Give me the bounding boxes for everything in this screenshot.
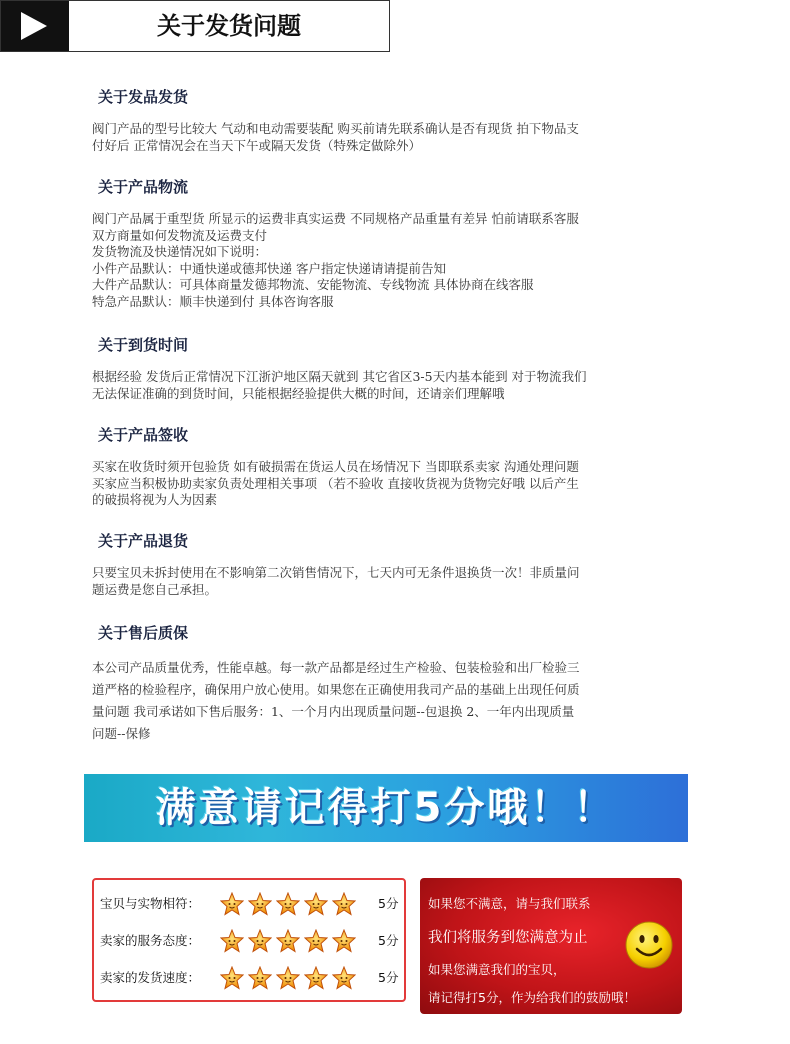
section-line: 根据经验 发货后正常情况下江浙沪地区隔天就到 其它省区3-5天内基本能到 对于物流我们 bbox=[92, 369, 587, 384]
section-title: 关于产品签收 bbox=[98, 426, 189, 444]
star-icon bbox=[220, 892, 244, 916]
promo-line-3: 如果您满意我们的宝贝， bbox=[428, 962, 566, 977]
section-body bbox=[92, 565, 702, 598]
section-body bbox=[92, 369, 702, 402]
section-line: 无法保证准确的到货时间，只能根据经验提供大概的时间，还请亲们理解哦 bbox=[92, 385, 505, 401]
star-icon bbox=[276, 892, 300, 916]
section-title: 关于发品发货 bbox=[98, 88, 189, 106]
rating-stars bbox=[220, 966, 360, 990]
section-line: 量问题 我司承诺如下售后服务：1、一个月内出现质量问题--包退换 2、一年内出现质量 bbox=[92, 704, 575, 719]
rating-stars bbox=[220, 892, 360, 916]
section-arrival-time bbox=[92, 334, 702, 402]
section-body bbox=[92, 211, 702, 310]
rating-request-banner bbox=[84, 774, 688, 842]
play-icon bbox=[21, 12, 47, 40]
rating-row bbox=[94, 960, 404, 996]
banner-text: 满意请记得打5分哦！！ bbox=[155, 785, 617, 831]
section-body bbox=[92, 657, 702, 745]
section-line: 小件产品默认：中通快递或德邦快递 客户指定快递请请提前告知 bbox=[92, 260, 446, 276]
section-body bbox=[92, 121, 702, 154]
star-icon bbox=[332, 892, 356, 916]
section-body bbox=[92, 459, 702, 509]
rating-box bbox=[92, 878, 406, 1002]
page-header bbox=[0, 0, 390, 52]
rating-row bbox=[94, 886, 404, 922]
section-line: 买家应当积极协助卖家负责处理相关事项 （若不验收 直接收货视为货物完好哦 以后产生 bbox=[92, 475, 579, 491]
star-icon bbox=[220, 929, 244, 953]
star-icon bbox=[332, 966, 356, 990]
star-icon bbox=[304, 929, 328, 953]
section-line: 双方商量如何发物流及运费支付 bbox=[92, 227, 268, 243]
section-line: 付好后 正常情况会在当天下午或隔天发货（特殊定做除外） bbox=[92, 137, 421, 153]
section-title: 关于产品物流 bbox=[98, 178, 189, 196]
rating-label: 卖家的发货速度： bbox=[100, 970, 201, 985]
promo-line-4: 请记得打5分，作为给我们的鼓励哦！ bbox=[428, 990, 636, 1005]
star-icon bbox=[248, 966, 272, 990]
section-logistics bbox=[92, 176, 702, 310]
rating-score: 5分 bbox=[378, 933, 399, 948]
star-icon bbox=[304, 966, 328, 990]
section-line: 阀门产品属于重型货 所显示的运费非真实运费 不同规格产品重量有差异 怕前请联系客服 bbox=[92, 211, 579, 226]
star-icon bbox=[332, 929, 356, 953]
section-line: 题运费是您自己承担。 bbox=[92, 581, 218, 597]
section-title: 关于产品退货 bbox=[98, 532, 189, 550]
rating-stars bbox=[220, 929, 360, 953]
section-line: 特急产品默认：顺丰快递到付 具体咨询客服 bbox=[92, 293, 334, 309]
rating-score: 5分 bbox=[378, 896, 399, 911]
rating-label: 宝贝与实物相符： bbox=[100, 896, 201, 911]
star-icon bbox=[248, 929, 272, 953]
rating-label: 卖家的服务态度： bbox=[100, 933, 201, 948]
promo-line-1: 如果您不满意，请与我们联系 bbox=[428, 896, 591, 911]
star-icon bbox=[276, 966, 300, 990]
promo-box bbox=[420, 878, 682, 1014]
section-title: 关于售后质保 bbox=[98, 624, 189, 642]
section-line: 阀门产品的型号比较大 气动和电动需要装配 购买前请先联系确认是否有现货 拍下物品支 bbox=[92, 121, 579, 136]
section-title: 关于到货时间 bbox=[98, 336, 189, 354]
section-shipping bbox=[92, 86, 702, 154]
rating-score: 5分 bbox=[378, 970, 399, 985]
section-line: 买家在收货时须开包验货 如有破损需在货运人员在场情况下 当即联系卖家 沟通处理问题 bbox=[92, 459, 579, 474]
star-icon bbox=[220, 966, 244, 990]
section-line: 发货物流及快递情况如下说明： bbox=[92, 244, 268, 259]
star-icon bbox=[248, 892, 272, 916]
section-line: 问题--保修 bbox=[92, 726, 151, 741]
promo-line-2: 我们将服务到您满意为止 bbox=[428, 930, 588, 946]
star-icon bbox=[276, 929, 300, 953]
star-icon bbox=[304, 892, 328, 916]
section-line: 只要宝贝未拆封使用在不影响第二次销售情况下，七天内可无条件退换货一次！非质量问 bbox=[92, 565, 580, 580]
section-returns bbox=[92, 530, 702, 598]
section-warranty bbox=[92, 622, 702, 745]
section-line: 本公司产品质量优秀，性能卓越。每一款产品都是经过生产检验、包装检验和出厂检验三 bbox=[92, 660, 580, 675]
section-line: 道严格的检验程序，确保用户放心使用。如果您在正确使用我司产品的基础上出现任何质 bbox=[92, 682, 580, 697]
section-line: 大件产品默认：可具体商量发德邦物流、安能物流、专线物流 具体协商在线客服 bbox=[92, 277, 534, 292]
section-receipt bbox=[92, 424, 702, 509]
play-icon-box bbox=[1, 1, 69, 51]
rating-row bbox=[94, 923, 404, 959]
smiley-icon bbox=[624, 920, 674, 970]
section-line: 的破损将视为人为因素 bbox=[92, 492, 218, 507]
page-title: 关于发货问题 bbox=[157, 12, 301, 40]
